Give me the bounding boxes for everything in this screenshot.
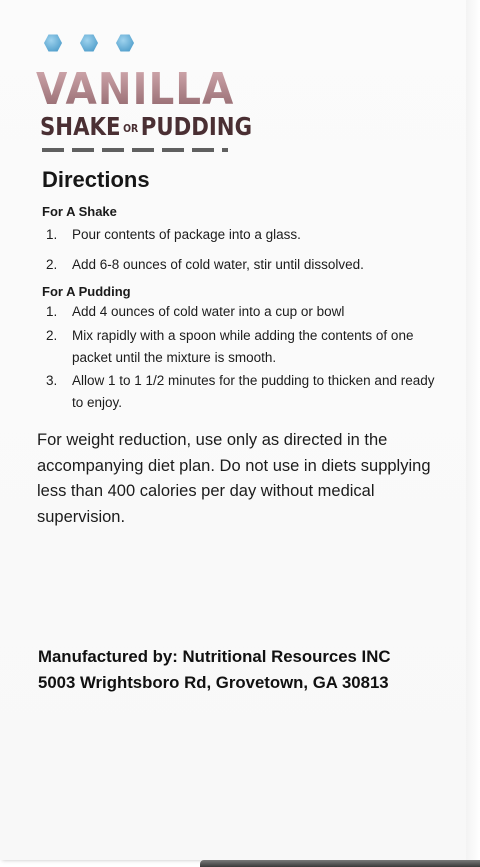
pudding-subheading: For A Pudding <box>42 284 131 299</box>
package-bottom-edge <box>200 860 480 867</box>
step-text: Mix rapidly with a spoon while adding the contents of one packet until the mixture is smooth. <box>72 328 414 365</box>
logo-or: OR <box>123 121 139 135</box>
manufacturer-address: 5003 Wrightsboro Rd, Grovetown, GA 30813 <box>38 673 389 692</box>
logo-divider <box>42 148 228 152</box>
package-side-edge <box>466 0 480 867</box>
hexagon-icon <box>116 34 134 52</box>
logo-pudding: PUDDING <box>140 112 253 141</box>
weight-reduction-disclaimer: For weight reduction, use only as directed in the accompanying diet plan. Do not use in diets supplying less than 400 calories per day without medical supervision. <box>37 431 431 526</box>
step-text: Allow 1 to 1 1/2 minutes for the pudding to thicken and ready to enjoy. <box>72 373 435 410</box>
logo-hexagons <box>44 34 134 52</box>
step-number: 1. <box>46 304 58 319</box>
shake-step <box>46 254 446 276</box>
step-number: 2. <box>46 328 58 343</box>
step-text: Add 4 ounces of cold water into a cup or bowl <box>72 304 345 319</box>
shake-subheading: For A Shake <box>42 204 117 219</box>
hexagon-icon <box>44 34 62 52</box>
pudding-step <box>46 325 446 369</box>
step-text: Add 6-8 ounces of cold water, stir until dissolved. <box>72 257 364 272</box>
step-number: 2. <box>46 257 58 272</box>
hexagon-icon <box>80 34 98 52</box>
shake-step <box>46 224 446 246</box>
pudding-step <box>46 301 446 323</box>
step-text: Pour contents of package into a glass. <box>72 227 301 242</box>
manufacturer-info <box>38 644 458 696</box>
step-number: 1. <box>46 227 58 242</box>
logo-subtitle <box>40 112 252 141</box>
manufacturer-name: Manufactured by: Nutritional Resources INC <box>38 647 391 666</box>
directions-heading: Directions <box>42 167 150 192</box>
logo-vanilla: VANILLA <box>36 64 235 115</box>
pudding-step <box>46 370 446 414</box>
step-number: 3. <box>46 373 58 388</box>
logo-shake: SHAKE <box>40 112 121 141</box>
